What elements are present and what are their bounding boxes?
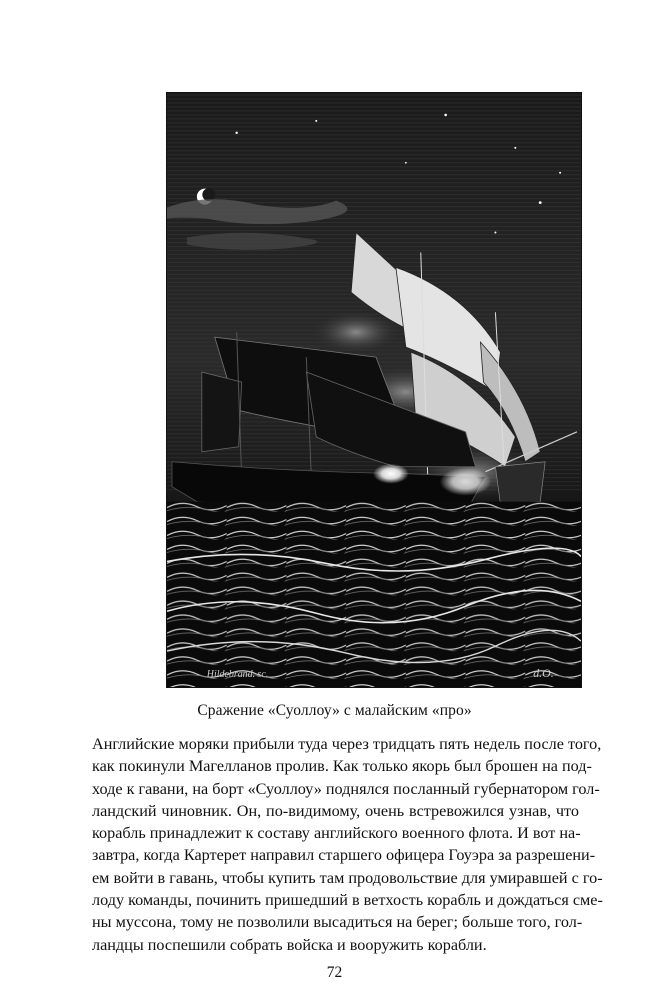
text-line: ландский чиновник. Он, по-видимому, очень встревожился узнав, что [92, 801, 579, 820]
illustration-caption: Сражение «Суоллоу» с малайским «про» [197, 702, 472, 719]
text-line: Английские моряки прибыли туда через тридцать пять недель после того, [92, 735, 602, 753]
text-line: ландцы поспешили собрать войска и вооружить корабли. [92, 935, 487, 954]
engraving-image [167, 93, 581, 687]
cannon-fire [373, 464, 409, 484]
text-line: лоду команды, починить пришедший в ветхость корабль и дождаться сме- [92, 891, 603, 910]
body-paragraph [92, 733, 603, 956]
engraving-naval-battle [166, 92, 582, 688]
engraver-signature: Hildebrand. sc. [206, 669, 269, 681]
text-line: ходе к гавани, на борт «Суоллоу» поднялся посланный губернатором гол- [92, 779, 600, 798]
text-line: ны муссона, тому не позволили высадиться на берег; больше того, гол- [92, 913, 583, 932]
text-line: завтра, когда Картерет направил старшего офицера Гоуэра за разрешени- [92, 846, 596, 865]
artist-monogram: d.O. [533, 666, 554, 681]
text-line: как покинули Магелланов пролив. Как только якорь был брошен на под- [92, 757, 592, 776]
text-line: корабль принадлежит к составу английского военного флота. И вот на- [92, 824, 581, 843]
text-line: ем войти в гавань, чтобы купить там продовольствие для умиравшей с го- [92, 868, 603, 887]
page-number: 72 [326, 964, 343, 981]
